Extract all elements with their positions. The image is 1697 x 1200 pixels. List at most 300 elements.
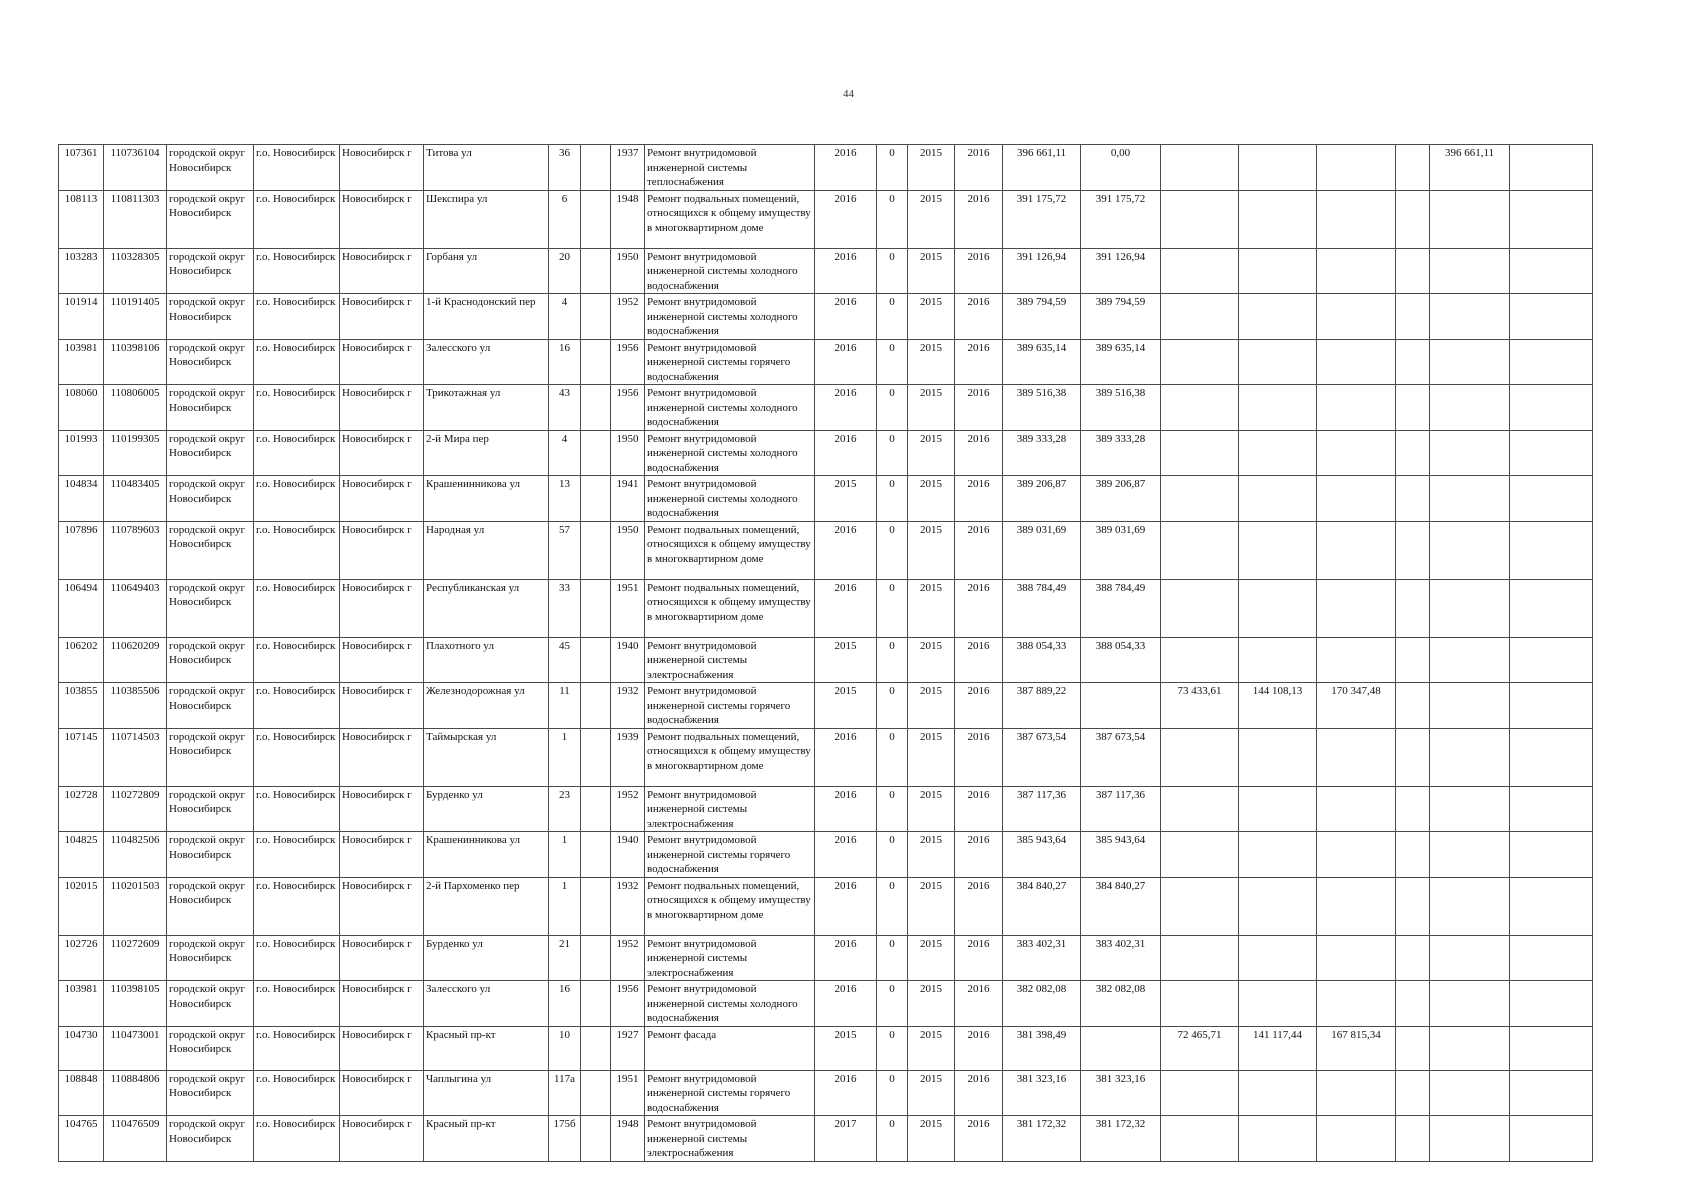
work-year-cell: 2016 (815, 981, 877, 1027)
house-code-cell: 110736104 (104, 145, 167, 191)
plan-year-end-cell: 2016 (955, 683, 1003, 729)
fund-local-budget-cell (1317, 521, 1396, 579)
fund-local-budget-cell (1317, 637, 1396, 683)
fund-other-cell (1396, 786, 1430, 832)
record-id-cell: 101993 (59, 430, 104, 476)
zero-value-cell: 0 (877, 190, 908, 248)
table-row (59, 786, 1593, 832)
building-corp-cell (581, 579, 611, 637)
fund-local-budget-cell (1317, 1070, 1396, 1116)
zero-value-cell: 0 (877, 1116, 908, 1162)
capital-repair-table (58, 144, 1593, 1162)
work-type-cell: Ремонт внутридомовой инженерной системы теплоснабжения (645, 145, 815, 191)
record-id-cell: 107145 (59, 728, 104, 786)
fund-owners-cell (1430, 339, 1510, 385)
municipality-type-cell: городской округ Новосибирск (167, 339, 254, 385)
city-name-cell: Новосибирск г (340, 728, 424, 786)
fund-federal-cell (1161, 476, 1239, 522)
plan-year-end-cell: 2016 (955, 935, 1003, 981)
fund-federal-cell (1161, 832, 1239, 878)
house-number-cell: 175б (549, 1116, 581, 1162)
fund-regional-cell: 387 117,36 (1081, 786, 1161, 832)
work-type-cell: Ремонт внутридомовой инженерной системы холодного водоснабжения (645, 430, 815, 476)
fund-extra-cell (1510, 637, 1593, 683)
fund-federal-cell (1161, 728, 1239, 786)
city-name-cell: Новосибирск г (340, 683, 424, 729)
year-built-cell: 1932 (611, 683, 645, 729)
fund-federal-cell (1161, 145, 1239, 191)
work-type-cell: Ремонт внутридомовой инженерной системы горячего водоснабжения (645, 339, 815, 385)
house-number-cell: 11 (549, 683, 581, 729)
fund-other-cell (1396, 1070, 1430, 1116)
house-number-cell: 1 (549, 877, 581, 935)
fund-other-cell (1396, 935, 1430, 981)
house-code-cell: 110201503 (104, 877, 167, 935)
fund-other-cell (1396, 877, 1430, 935)
fund-federal-cell: 72 465,71 (1161, 1026, 1239, 1070)
city-name-cell: Новосибирск г (340, 877, 424, 935)
fund-extra-cell (1510, 476, 1593, 522)
house-number-cell: 16 (549, 339, 581, 385)
fund-region-budget-cell (1239, 248, 1317, 294)
plan-year-end-cell: 2016 (955, 476, 1003, 522)
total-cost-cell: 387 889,22 (1003, 683, 1081, 729)
fund-extra-cell (1510, 190, 1593, 248)
municipality-type-cell: городской округ Новосибирск (167, 385, 254, 431)
fund-local-budget-cell (1317, 981, 1396, 1027)
zero-value-cell: 0 (877, 683, 908, 729)
plan-year-start-cell: 2015 (908, 877, 955, 935)
table-row (59, 339, 1593, 385)
table-row (59, 294, 1593, 340)
fund-owners-cell (1430, 832, 1510, 878)
fund-extra-cell (1510, 832, 1593, 878)
house-code-cell: 110272809 (104, 786, 167, 832)
municipality-type-cell: городской округ Новосибирск (167, 935, 254, 981)
record-id-cell: 108848 (59, 1070, 104, 1116)
fund-region-budget-cell (1239, 145, 1317, 191)
plan-year-end-cell: 2016 (955, 385, 1003, 431)
total-cost-cell: 389 206,87 (1003, 476, 1081, 522)
fund-local-budget-cell (1317, 832, 1396, 878)
fund-federal-cell (1161, 1070, 1239, 1116)
house-number-cell: 57 (549, 521, 581, 579)
fund-federal-cell (1161, 294, 1239, 340)
municipality-type-cell: городской округ Новосибирск (167, 190, 254, 248)
municipality-name-cell: г.о. Новосибирск (254, 981, 340, 1027)
building-corp-cell (581, 476, 611, 522)
municipality-type-cell: городской округ Новосибирск (167, 476, 254, 522)
fund-local-budget-cell: 170 347,48 (1317, 683, 1396, 729)
fund-owners-cell (1430, 935, 1510, 981)
house-number-cell: 13 (549, 476, 581, 522)
street-name-cell: Шекспира ул (424, 190, 549, 248)
plan-year-end-cell: 2016 (955, 294, 1003, 340)
fund-owners-cell: 396 661,11 (1430, 145, 1510, 191)
fund-extra-cell (1510, 430, 1593, 476)
record-id-cell: 103855 (59, 683, 104, 729)
building-corp-cell (581, 248, 611, 294)
fund-region-budget-cell (1239, 935, 1317, 981)
table-row (59, 521, 1593, 579)
building-corp-cell (581, 637, 611, 683)
zero-value-cell: 0 (877, 832, 908, 878)
fund-owners-cell (1430, 521, 1510, 579)
plan-year-start-cell: 2015 (908, 521, 955, 579)
house-code-cell: 110473001 (104, 1026, 167, 1070)
building-corp-cell (581, 935, 611, 981)
street-name-cell: Крашенинникова ул (424, 476, 549, 522)
house-code-cell: 110328305 (104, 248, 167, 294)
street-name-cell: Таймырская ул (424, 728, 549, 786)
zero-value-cell: 0 (877, 339, 908, 385)
municipality-name-cell: г.о. Новосибирск (254, 786, 340, 832)
zero-value-cell: 0 (877, 430, 908, 476)
year-built-cell: 1952 (611, 935, 645, 981)
record-id-cell: 103981 (59, 981, 104, 1027)
plan-year-end-cell: 2016 (955, 981, 1003, 1027)
work-type-cell: Ремонт внутридомовой инженерной системы горячего водоснабжения (645, 683, 815, 729)
house-number-cell: 4 (549, 294, 581, 340)
building-corp-cell (581, 786, 611, 832)
table-row (59, 981, 1593, 1027)
zero-value-cell: 0 (877, 579, 908, 637)
plan-year-end-cell: 2016 (955, 786, 1003, 832)
fund-regional-cell (1081, 1026, 1161, 1070)
street-name-cell: Залесского ул (424, 339, 549, 385)
fund-region-budget-cell (1239, 786, 1317, 832)
fund-extra-cell (1510, 145, 1593, 191)
city-name-cell: Новосибирск г (340, 1116, 424, 1162)
street-name-cell: 2-й Мира пер (424, 430, 549, 476)
house-code-cell: 110199305 (104, 430, 167, 476)
total-cost-cell: 381 323,16 (1003, 1070, 1081, 1116)
fund-regional-cell: 389 031,69 (1081, 521, 1161, 579)
fund-region-budget-cell (1239, 579, 1317, 637)
year-built-cell: 1950 (611, 430, 645, 476)
house-number-cell: 1 (549, 832, 581, 878)
municipality-type-cell: городской округ Новосибирск (167, 1116, 254, 1162)
city-name-cell: Новосибирск г (340, 1070, 424, 1116)
municipality-name-cell: г.о. Новосибирск (254, 935, 340, 981)
work-year-cell: 2015 (815, 1026, 877, 1070)
fund-local-budget-cell (1317, 579, 1396, 637)
fund-regional-cell: 381 323,16 (1081, 1070, 1161, 1116)
municipality-name-cell: г.о. Новосибирск (254, 877, 340, 935)
total-cost-cell: 389 794,59 (1003, 294, 1081, 340)
municipality-type-cell: городской округ Новосибирск (167, 294, 254, 340)
street-name-cell: 1-й Краснодонский пер (424, 294, 549, 340)
zero-value-cell: 0 (877, 786, 908, 832)
plan-year-end-cell: 2016 (955, 832, 1003, 878)
fund-federal-cell (1161, 430, 1239, 476)
municipality-name-cell: г.о. Новосибирск (254, 476, 340, 522)
total-cost-cell: 381 398,49 (1003, 1026, 1081, 1070)
fund-region-budget-cell (1239, 476, 1317, 522)
total-cost-cell: 391 126,94 (1003, 248, 1081, 294)
table-row (59, 683, 1593, 729)
total-cost-cell: 387 117,36 (1003, 786, 1081, 832)
municipality-name-cell: г.о. Новосибирск (254, 145, 340, 191)
zero-value-cell: 0 (877, 1070, 908, 1116)
municipality-name-cell: г.о. Новосибирск (254, 637, 340, 683)
house-code-cell: 110385506 (104, 683, 167, 729)
house-code-cell: 110811303 (104, 190, 167, 248)
house-number-cell: 36 (549, 145, 581, 191)
plan-year-end-cell: 2016 (955, 637, 1003, 683)
fund-extra-cell (1510, 248, 1593, 294)
municipality-type-cell: городской округ Новосибирск (167, 832, 254, 878)
work-year-cell: 2016 (815, 294, 877, 340)
table-row (59, 1116, 1593, 1162)
fund-region-budget-cell (1239, 637, 1317, 683)
fund-federal-cell (1161, 385, 1239, 431)
building-corp-cell (581, 145, 611, 191)
fund-extra-cell (1510, 981, 1593, 1027)
table-row (59, 1070, 1593, 1116)
fund-local-budget-cell (1317, 430, 1396, 476)
plan-year-start-cell: 2015 (908, 1070, 955, 1116)
fund-regional-cell: 383 402,31 (1081, 935, 1161, 981)
city-name-cell: Новосибирск г (340, 476, 424, 522)
house-number-cell: 16 (549, 981, 581, 1027)
plan-year-start-cell: 2015 (908, 786, 955, 832)
fund-owners-cell (1430, 1116, 1510, 1162)
record-id-cell: 104834 (59, 476, 104, 522)
table-row (59, 145, 1593, 191)
fund-other-cell (1396, 430, 1430, 476)
municipality-name-cell: г.о. Новосибирск (254, 728, 340, 786)
city-name-cell: Новосибирск г (340, 521, 424, 579)
total-cost-cell: 385 943,64 (1003, 832, 1081, 878)
year-built-cell: 1932 (611, 877, 645, 935)
work-type-cell: Ремонт внутридомовой инженерной системы холодного водоснабжения (645, 476, 815, 522)
record-id-cell: 107896 (59, 521, 104, 579)
fund-extra-cell (1510, 1070, 1593, 1116)
fund-federal-cell (1161, 981, 1239, 1027)
zero-value-cell: 0 (877, 877, 908, 935)
fund-local-budget-cell (1317, 190, 1396, 248)
work-year-cell: 2016 (815, 521, 877, 579)
fund-federal-cell (1161, 877, 1239, 935)
fund-regional-cell: 389 794,59 (1081, 294, 1161, 340)
fund-region-budget-cell: 141 117,44 (1239, 1026, 1317, 1070)
street-name-cell: Плахотного ул (424, 637, 549, 683)
fund-federal-cell: 73 433,61 (1161, 683, 1239, 729)
fund-owners-cell (1430, 385, 1510, 431)
work-year-cell: 2016 (815, 1070, 877, 1116)
table-row (59, 1026, 1593, 1070)
fund-extra-cell (1510, 877, 1593, 935)
fund-other-cell (1396, 1026, 1430, 1070)
municipality-type-cell: городской округ Новосибирск (167, 786, 254, 832)
fund-owners-cell (1430, 476, 1510, 522)
year-built-cell: 1956 (611, 385, 645, 431)
year-built-cell: 1956 (611, 981, 645, 1027)
total-cost-cell: 388 054,33 (1003, 637, 1081, 683)
record-id-cell: 107361 (59, 145, 104, 191)
fund-regional-cell (1081, 683, 1161, 729)
building-corp-cell (581, 294, 611, 340)
fund-regional-cell: 389 333,28 (1081, 430, 1161, 476)
building-corp-cell (581, 1116, 611, 1162)
plan-year-start-cell: 2015 (908, 385, 955, 431)
work-year-cell: 2016 (815, 786, 877, 832)
total-cost-cell: 389 516,38 (1003, 385, 1081, 431)
zero-value-cell: 0 (877, 145, 908, 191)
year-built-cell: 1956 (611, 339, 645, 385)
work-year-cell: 2016 (815, 832, 877, 878)
table-row (59, 935, 1593, 981)
fund-federal-cell (1161, 637, 1239, 683)
street-name-cell: Железнодорожная ул (424, 683, 549, 729)
total-cost-cell: 389 635,14 (1003, 339, 1081, 385)
fund-region-budget-cell (1239, 430, 1317, 476)
fund-region-budget-cell (1239, 521, 1317, 579)
fund-region-budget-cell (1239, 339, 1317, 385)
house-code-cell: 110191405 (104, 294, 167, 340)
fund-local-budget-cell (1317, 877, 1396, 935)
house-number-cell: 4 (549, 430, 581, 476)
house-code-cell: 110789603 (104, 521, 167, 579)
building-corp-cell (581, 385, 611, 431)
fund-federal-cell (1161, 248, 1239, 294)
street-name-cell: 2-й Пархоменко пер (424, 877, 549, 935)
fund-extra-cell (1510, 385, 1593, 431)
city-name-cell: Новосибирск г (340, 190, 424, 248)
total-cost-cell: 388 784,49 (1003, 579, 1081, 637)
work-type-cell: Ремонт подвальных помещений, относящихся к общему имуществу в многоквартирном доме (645, 521, 815, 579)
year-built-cell: 1939 (611, 728, 645, 786)
zero-value-cell: 0 (877, 476, 908, 522)
plan-year-start-cell: 2015 (908, 430, 955, 476)
fund-extra-cell (1510, 935, 1593, 981)
fund-regional-cell: 389 206,87 (1081, 476, 1161, 522)
year-built-cell: 1927 (611, 1026, 645, 1070)
fund-regional-cell: 0,00 (1081, 145, 1161, 191)
plan-year-start-cell: 2015 (908, 728, 955, 786)
plan-year-start-cell: 2015 (908, 294, 955, 340)
fund-regional-cell: 387 673,54 (1081, 728, 1161, 786)
total-cost-cell: 381 172,32 (1003, 1116, 1081, 1162)
work-year-cell: 2015 (815, 476, 877, 522)
total-cost-cell: 384 840,27 (1003, 877, 1081, 935)
house-code-cell: 110398106 (104, 339, 167, 385)
table-row (59, 430, 1593, 476)
municipality-name-cell: г.о. Новосибирск (254, 248, 340, 294)
work-type-cell: Ремонт внутридомовой инженерной системы электроснабжения (645, 637, 815, 683)
municipality-type-cell: городской округ Новосибирск (167, 981, 254, 1027)
work-type-cell: Ремонт подвальных помещений, относящихся к общему имуществу в многоквартирном доме (645, 190, 815, 248)
house-number-cell: 43 (549, 385, 581, 431)
municipality-type-cell: городской округ Новосибирск (167, 579, 254, 637)
building-corp-cell (581, 521, 611, 579)
work-type-cell: Ремонт внутридомовой инженерной системы холодного водоснабжения (645, 248, 815, 294)
fund-extra-cell (1510, 728, 1593, 786)
house-code-cell: 110398105 (104, 981, 167, 1027)
municipality-type-cell: городской округ Новосибирск (167, 1070, 254, 1116)
record-id-cell: 106494 (59, 579, 104, 637)
work-type-cell: Ремонт внутридомовой инженерной системы горячего водоснабжения (645, 1070, 815, 1116)
year-built-cell: 1950 (611, 248, 645, 294)
work-type-cell: Ремонт фасада (645, 1026, 815, 1070)
city-name-cell: Новосибирск г (340, 579, 424, 637)
house-code-cell: 110482506 (104, 832, 167, 878)
plan-year-start-cell: 2015 (908, 1026, 955, 1070)
fund-other-cell (1396, 832, 1430, 878)
fund-other-cell (1396, 190, 1430, 248)
fund-regional-cell: 381 172,32 (1081, 1116, 1161, 1162)
municipality-type-cell: городской округ Новосибирск (167, 637, 254, 683)
fund-other-cell (1396, 683, 1430, 729)
fund-federal-cell (1161, 786, 1239, 832)
fund-other-cell (1396, 294, 1430, 340)
fund-other-cell (1396, 521, 1430, 579)
fund-region-budget-cell (1239, 1116, 1317, 1162)
house-code-cell: 110884806 (104, 1070, 167, 1116)
fund-other-cell (1396, 1116, 1430, 1162)
city-name-cell: Новосибирск г (340, 981, 424, 1027)
fund-region-budget-cell (1239, 190, 1317, 248)
house-code-cell: 110272609 (104, 935, 167, 981)
record-id-cell: 104765 (59, 1116, 104, 1162)
zero-value-cell: 0 (877, 294, 908, 340)
municipality-name-cell: г.о. Новосибирск (254, 385, 340, 431)
record-id-cell: 104825 (59, 832, 104, 878)
municipality-name-cell: г.о. Новосибирск (254, 683, 340, 729)
zero-value-cell: 0 (877, 521, 908, 579)
building-corp-cell (581, 877, 611, 935)
zero-value-cell: 0 (877, 248, 908, 294)
fund-federal-cell (1161, 190, 1239, 248)
year-built-cell: 1937 (611, 145, 645, 191)
fund-other-cell (1396, 339, 1430, 385)
house-number-cell: 117а (549, 1070, 581, 1116)
work-year-cell: 2017 (815, 1116, 877, 1162)
plan-year-start-cell: 2015 (908, 1116, 955, 1162)
street-name-cell: Залесского ул (424, 981, 549, 1027)
building-corp-cell (581, 683, 611, 729)
plan-year-start-cell: 2015 (908, 248, 955, 294)
fund-other-cell (1396, 145, 1430, 191)
plan-year-start-cell: 2015 (908, 145, 955, 191)
fund-regional-cell: 384 840,27 (1081, 877, 1161, 935)
work-year-cell: 2016 (815, 430, 877, 476)
city-name-cell: Новосибирск г (340, 145, 424, 191)
house-number-cell: 45 (549, 637, 581, 683)
fund-local-budget-cell (1317, 476, 1396, 522)
street-name-cell: Красный пр-кт (424, 1116, 549, 1162)
plan-year-end-cell: 2016 (955, 1116, 1003, 1162)
fund-local-budget-cell: 167 815,34 (1317, 1026, 1396, 1070)
house-number-cell: 33 (549, 579, 581, 637)
fund-owners-cell (1430, 981, 1510, 1027)
fund-extra-cell (1510, 521, 1593, 579)
fund-local-budget-cell (1317, 935, 1396, 981)
fund-region-budget-cell (1239, 294, 1317, 340)
house-number-cell: 23 (549, 786, 581, 832)
street-name-cell: Народная ул (424, 521, 549, 579)
record-id-cell: 102726 (59, 935, 104, 981)
fund-local-budget-cell (1317, 339, 1396, 385)
plan-year-end-cell: 2016 (955, 190, 1003, 248)
street-name-cell: Горбаня ул (424, 248, 549, 294)
plan-year-start-cell: 2015 (908, 579, 955, 637)
plan-year-start-cell: 2015 (908, 832, 955, 878)
municipality-type-cell: городской округ Новосибирск (167, 877, 254, 935)
city-name-cell: Новосибирск г (340, 832, 424, 878)
year-built-cell: 1951 (611, 579, 645, 637)
